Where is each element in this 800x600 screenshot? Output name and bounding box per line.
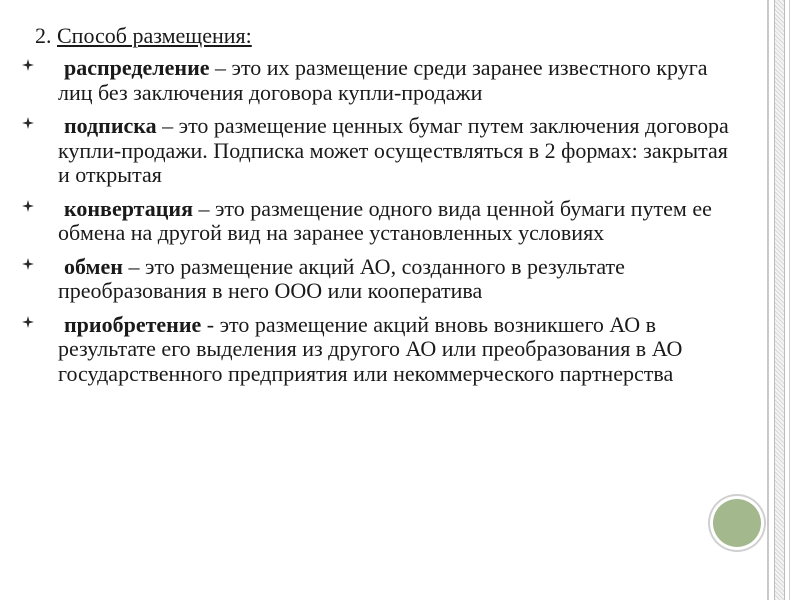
slide-border-line bbox=[767, 0, 769, 600]
item-text: – это их размещение среди заранее известного круга лиц без заключения договора купли-продажи bbox=[58, 55, 708, 105]
diamond-bullet-icon bbox=[22, 59, 34, 71]
item-term: конвертация bbox=[64, 195, 193, 221]
slide-border-stripe bbox=[774, 0, 785, 600]
heading-number: 2. bbox=[35, 23, 57, 48]
item-term: распределение bbox=[64, 55, 210, 80]
diamond-bullet-icon bbox=[22, 258, 34, 270]
item-text: - это размещение акций вновь возникшего АО в результате его выделения из другого АО или преобразования в АО государственного предприятия или некоммерческого партнерства bbox=[58, 311, 683, 386]
list-item bbox=[22, 313, 742, 387]
item-text: – это размещение одного вида ценной бумаги путем ее обмена на другой вид на заранее установленных условиях bbox=[58, 195, 712, 245]
heading-label: Способ размещения: bbox=[57, 23, 252, 48]
circle-decoration-icon bbox=[713, 499, 761, 547]
slide-heading bbox=[35, 22, 252, 50]
item-text: – это размещение акций АО, созданного в результате преобразования в него ООО или кооператива bbox=[58, 253, 625, 303]
diamond-bullet-icon bbox=[22, 200, 34, 212]
item-term: подписка bbox=[64, 113, 157, 138]
list-item bbox=[22, 56, 742, 105]
diamond-bullet-icon bbox=[22, 117, 34, 129]
diamond-bullet-icon bbox=[22, 316, 34, 328]
bullet-list bbox=[22, 56, 742, 395]
list-item bbox=[22, 114, 742, 188]
item-text: – это размещение ценных бумаг путем заключения договора купли-продажи. Подписка может осуществляться в 2 формах: закрытая и открытая bbox=[58, 113, 729, 187]
item-term: обмен bbox=[64, 253, 123, 279]
item-term: приобретение bbox=[64, 311, 202, 337]
slide-border-edge bbox=[789, 0, 790, 600]
list-item bbox=[22, 197, 742, 246]
list-item bbox=[22, 255, 742, 304]
